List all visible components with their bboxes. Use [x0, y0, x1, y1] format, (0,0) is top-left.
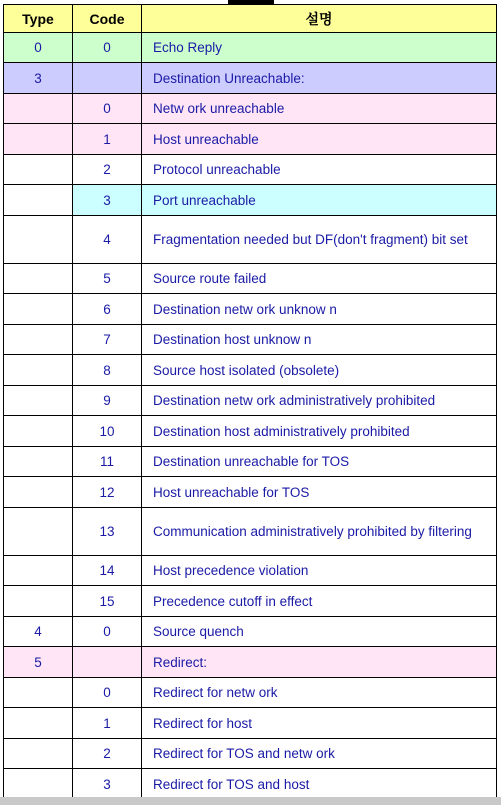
table-row — [4, 264, 497, 294]
cell-type — [4, 94, 73, 124]
cell-code: 12 — [73, 477, 142, 508]
table-row — [4, 355, 497, 386]
table-row — [4, 416, 497, 447]
cell-code: 0 — [73, 617, 142, 647]
cell-code: 4 — [73, 216, 142, 264]
cell-type — [4, 325, 73, 355]
cell-type — [4, 508, 73, 556]
cell-description: Destination netw ork unknow n — [142, 294, 497, 325]
cell-code: 15 — [73, 586, 142, 617]
cell-type — [4, 155, 73, 185]
cell-code: 7 — [73, 325, 142, 355]
cell-type — [4, 416, 73, 447]
cell-type: 5 — [4, 647, 73, 678]
cell-type — [4, 124, 73, 155]
cell-code: 14 — [73, 556, 142, 586]
cell-type — [4, 477, 73, 508]
table-row — [4, 739, 497, 769]
table-row — [4, 769, 497, 800]
cell-code: 3 — [73, 185, 142, 216]
table-row — [4, 33, 497, 63]
cell-code: 0 — [73, 94, 142, 124]
cell-description: Destination netw ork administratively prohibited — [142, 386, 497, 416]
cell-description: Port unreachable — [142, 185, 497, 216]
table-row — [4, 94, 497, 124]
cell-type — [4, 708, 73, 739]
cell-type: 4 — [4, 617, 73, 647]
cell-description: Redirect for TOS and netw ork — [142, 739, 497, 769]
cell-description: Precedence cutoff in effect — [142, 586, 497, 617]
cell-code: 8 — [73, 355, 142, 386]
table-row — [4, 708, 497, 739]
table-row — [4, 185, 497, 216]
cell-code — [73, 647, 142, 678]
header-type: Type — [4, 5, 73, 33]
cell-code: 13 — [73, 508, 142, 556]
table-row — [4, 556, 497, 586]
cell-type — [4, 556, 73, 586]
cell-type: 0 — [4, 33, 73, 63]
cell-description: Source host isolated (obsolete) — [142, 355, 497, 386]
cell-type: 3 — [4, 63, 73, 94]
cell-type — [4, 678, 73, 708]
cell-code: 2 — [73, 739, 142, 769]
table-row — [4, 386, 497, 416]
table-row — [4, 124, 497, 155]
cell-code: 0 — [73, 33, 142, 63]
table-row — [4, 617, 497, 647]
cell-type — [4, 216, 73, 264]
table-row — [4, 294, 497, 325]
cell-code: 5 — [73, 264, 142, 294]
cell-description: Destination unreachable for TOS — [142, 447, 497, 477]
table-row — [4, 508, 497, 556]
cell-code: 10 — [73, 416, 142, 447]
table-row — [4, 678, 497, 708]
table-row — [4, 647, 497, 678]
header-description: 설명 — [142, 5, 497, 33]
header-row — [4, 5, 497, 33]
cell-description: Source quench — [142, 617, 497, 647]
cell-description: Netw ork unreachable — [142, 94, 497, 124]
icmp-message-table — [3, 4, 497, 800]
cell-description: Redirect for host — [142, 708, 497, 739]
table-body — [4, 33, 497, 800]
cell-type — [4, 447, 73, 477]
cell-type — [4, 294, 73, 325]
cell-type — [4, 739, 73, 769]
cell-description: Echo Reply — [142, 33, 497, 63]
cell-code: 11 — [73, 447, 142, 477]
cell-description: Destination host unknow n — [142, 325, 497, 355]
bottom-scroll-bar — [0, 797, 501, 805]
cell-type — [4, 586, 73, 617]
cell-description: Protocol unreachable — [142, 155, 497, 185]
table-row — [4, 586, 497, 617]
cell-description: Redirect: — [142, 647, 497, 678]
cell-type — [4, 769, 73, 800]
cell-code: 1 — [73, 124, 142, 155]
cell-description: Redirect for TOS and host — [142, 769, 497, 800]
table-row — [4, 477, 497, 508]
cell-code: 9 — [73, 386, 142, 416]
cell-code: 0 — [73, 678, 142, 708]
cell-type — [4, 264, 73, 294]
cell-code: 2 — [73, 155, 142, 185]
header-code: Code — [73, 5, 142, 33]
cell-description: Destination Unreachable: — [142, 63, 497, 94]
table-row — [4, 447, 497, 477]
cell-code: 3 — [73, 769, 142, 800]
cell-type — [4, 386, 73, 416]
table-row — [4, 325, 497, 355]
cell-code: 6 — [73, 294, 142, 325]
cell-code — [73, 63, 142, 94]
cell-description: Destination host administratively prohibited — [142, 416, 497, 447]
cell-description: Communication administratively prohibited by filtering — [142, 508, 497, 556]
cell-description: Host unreachable for TOS — [142, 477, 497, 508]
table-row — [4, 216, 497, 264]
cell-description: Host precedence violation — [142, 556, 497, 586]
cell-description: Fragmentation needed but DF(don't fragment) bit set — [142, 216, 497, 264]
cell-type — [4, 185, 73, 216]
cell-description: Source route failed — [142, 264, 497, 294]
cell-type — [4, 355, 73, 386]
cell-description: Host unreachable — [142, 124, 497, 155]
cell-description: Redirect for netw ork — [142, 678, 497, 708]
table-row — [4, 155, 497, 185]
table-row — [4, 63, 497, 94]
cell-code: 1 — [73, 708, 142, 739]
